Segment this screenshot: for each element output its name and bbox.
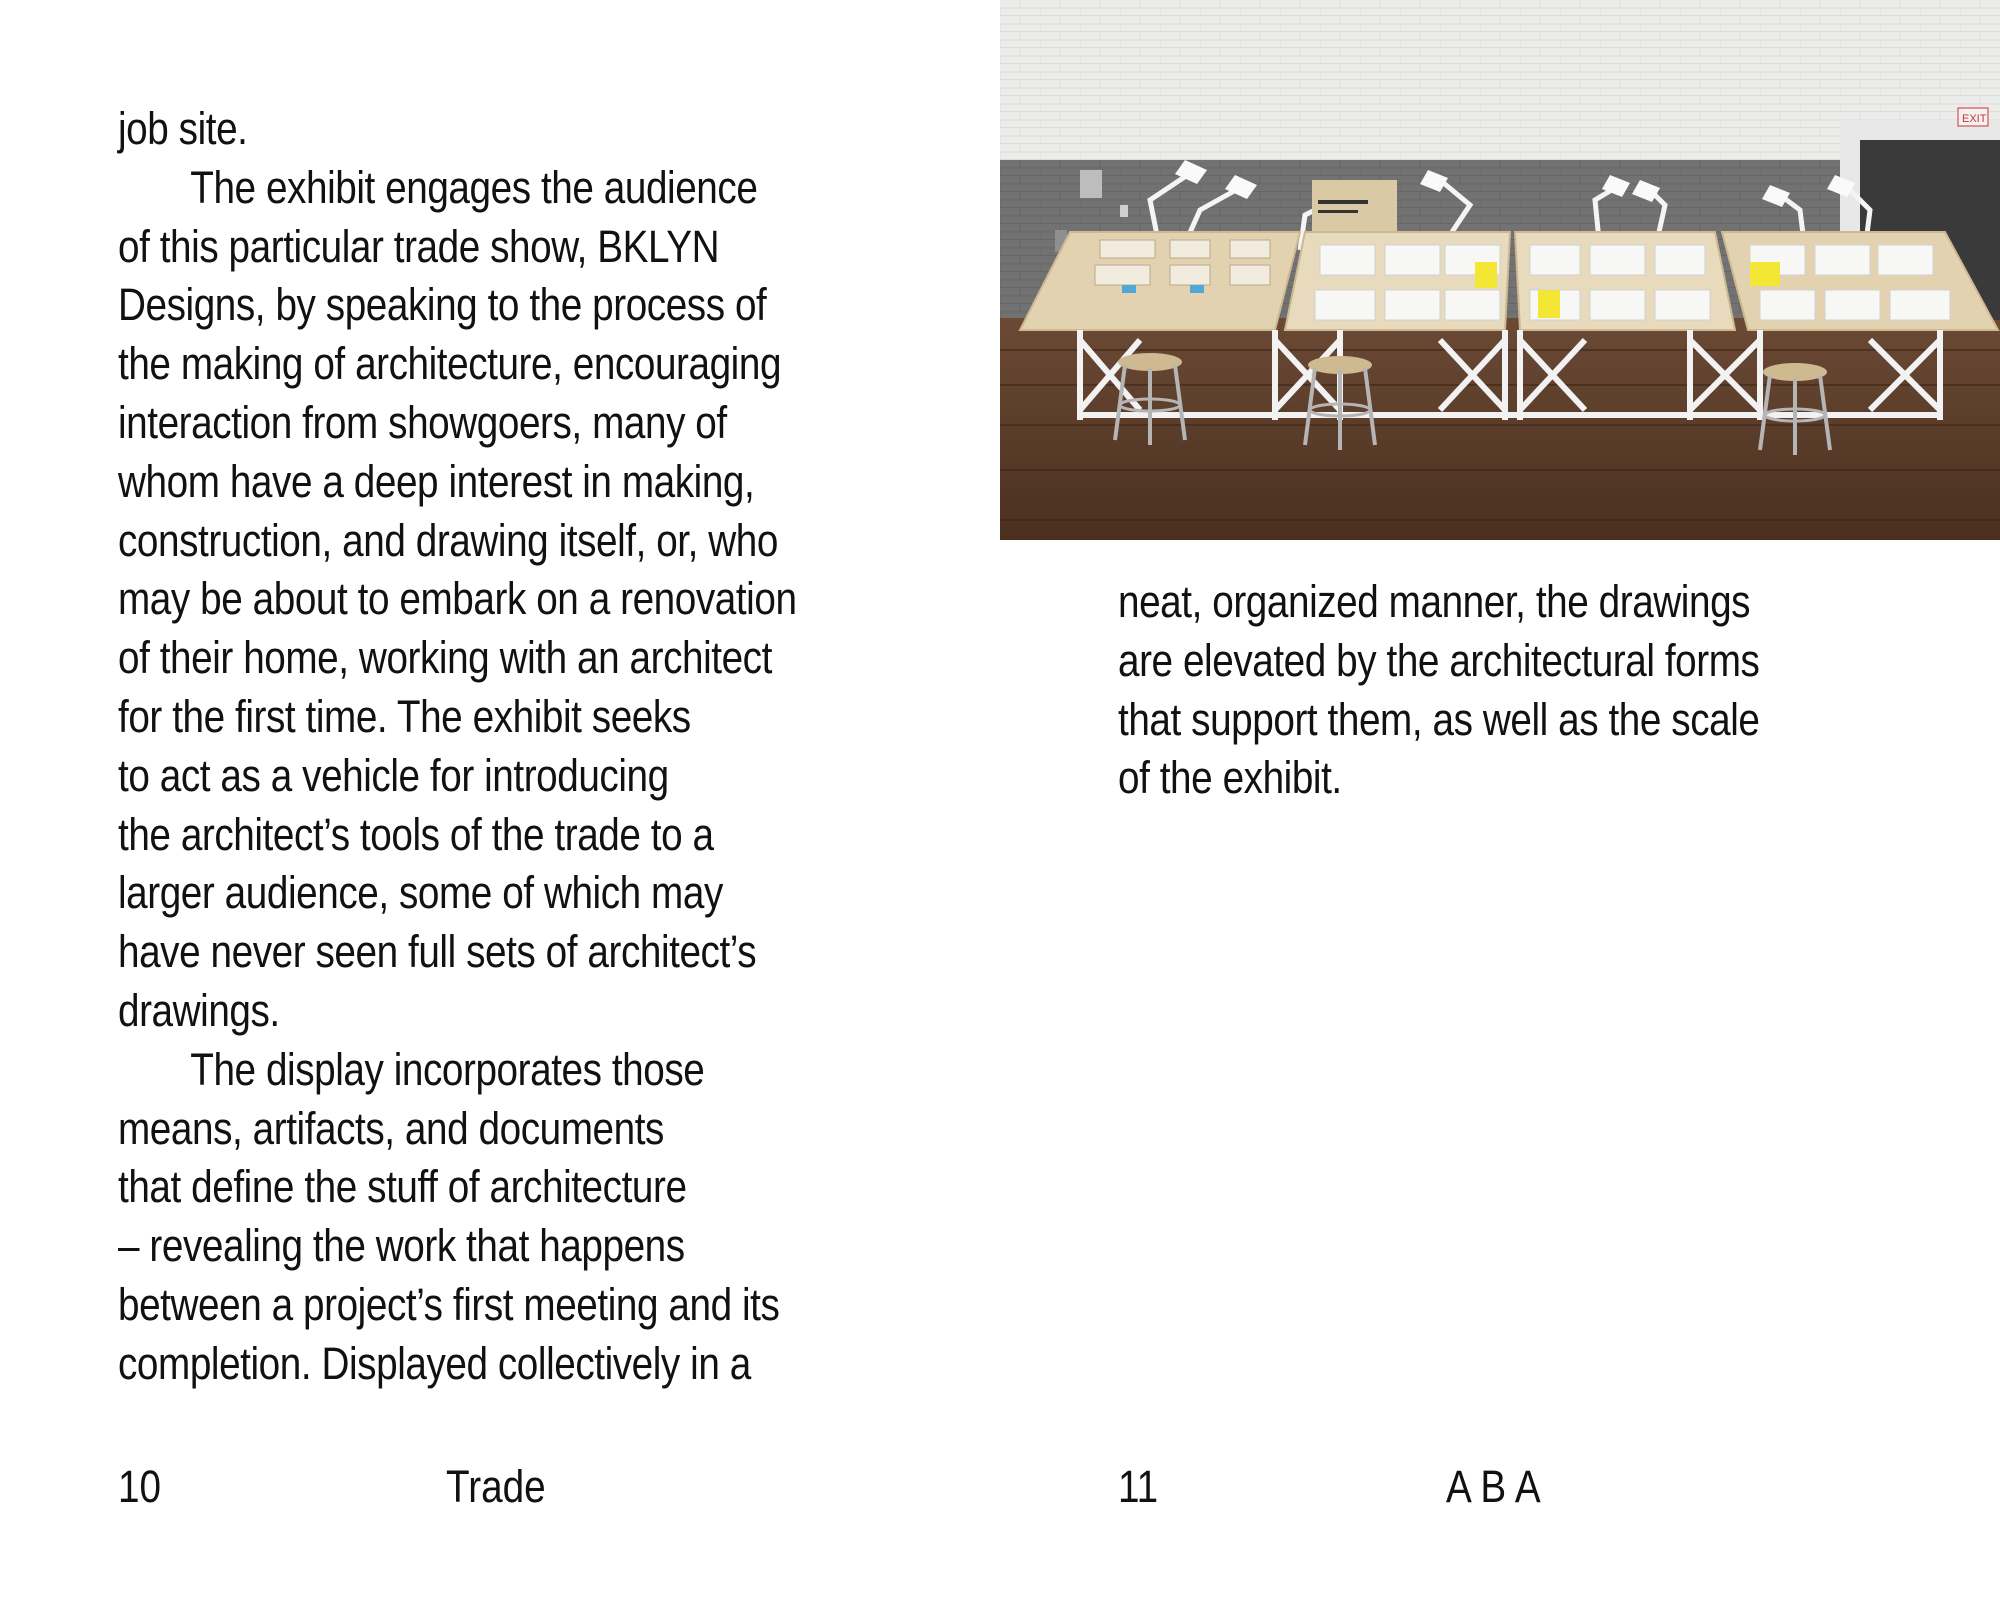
text-line: of their home, working with an architect [118, 632, 772, 684]
text-line: may be about to embark on a renovation [118, 573, 797, 625]
text-line: of this particular trade show, BKLYN [118, 220, 720, 272]
text-line: are elevated by the architectural forms [1118, 634, 1760, 686]
text-line: larger audience, some of which may [118, 867, 723, 919]
text-line: between a project’s first meeting and its [118, 1278, 780, 1330]
text-line: interaction from showgoers, many of [118, 396, 727, 448]
text-line: drawings. [118, 984, 280, 1036]
right-page [1000, 0, 2000, 1619]
text-line: construction, and drawing itself, or, who [118, 514, 778, 566]
running-title-right: A B A [1446, 1461, 1541, 1512]
text-line: The exhibit engages the audience [190, 161, 758, 213]
exhibit-photo [1000, 0, 2000, 540]
text-line: that define the stuff of architecture [118, 1161, 687, 1213]
text-line: job site. [118, 103, 248, 154]
right-body-text [1118, 573, 1892, 808]
exit-sign: EXIT [1962, 113, 1987, 125]
text-line: neat, organized manner, the drawings [1118, 576, 1751, 627]
text-line: whom have a deep interest in making, [118, 455, 755, 507]
text-line: of the exhibit. [1118, 752, 1342, 804]
page-number-left: 10 [118, 1461, 162, 1512]
running-title-left: Trade [446, 1461, 546, 1512]
page-number-right: 11 [1118, 1461, 1159, 1512]
text-line: – revealing the work that happens [118, 1220, 685, 1272]
text-line: that support them, as well as the scale [1118, 693, 1760, 745]
text-line: to act as a vehicle for introducing [118, 749, 669, 801]
text-line: completion. Displayed collectively in a [118, 1337, 751, 1389]
text-line: the architect’s tools of the trade to a [118, 808, 714, 860]
text-line: for the first time. The exhibit seeks [118, 690, 691, 742]
text-line: means, artifacts, and documents [118, 1102, 664, 1154]
text-line: The display incorporates those [190, 1043, 705, 1095]
text-line: the making of architecture, encouraging [118, 338, 782, 390]
text-line: Designs, by speaking to the process of [118, 279, 767, 331]
left-body-text [118, 100, 892, 1394]
text-line: have never seen full sets of architect’s [118, 926, 757, 978]
